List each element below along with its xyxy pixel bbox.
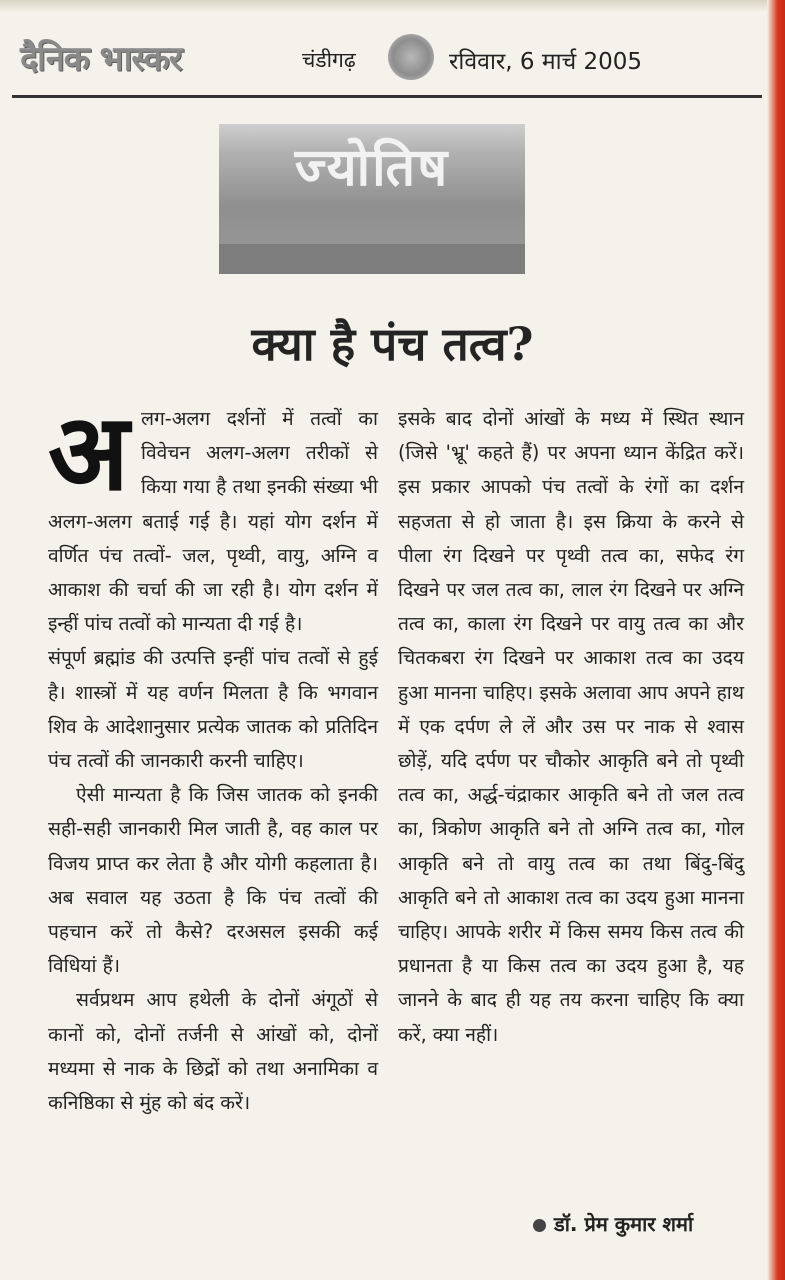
article-column-left	[48, 389, 378, 1120]
drop-cap: अ	[48, 389, 129, 514]
section-logo-text: ज्योतिष	[294, 138, 450, 198]
article-paragraph	[48, 389, 378, 641]
author-name: डॉ. प्रेम कुमार शर्मा	[554, 1212, 694, 1236]
byline	[533, 1210, 693, 1237]
edition-city: चंडीगढ़	[302, 48, 356, 72]
paper-edge-top	[0, 0, 785, 12]
article-paragraph: ऐसी मान्यता है कि जिस जातक को इनकी सही-सही जानकारी मिल जाती है, वह काल पर विजय प्राप्त कर लेता है और योगी कहलाता है। अब सवाल यह उठता है कि पंच तत्वों की पहचान करें तो कैसे? दरअसल इसकी कई विधियां हैं।	[48, 783, 378, 978]
paragraph-text: लग-अलग दर्शनों में तत्वों का विवेचन अलग-अलग तरीकों से किया गया है तथा इनकी संख्या भी अलग-अलग बताई गई है। यहां योग दर्शन में वर्णित पंच तत्वों- जल, पृथ्वी, वायु, अग्नि व आकाश की चर्चा की जा रही है। योग दर्शन में इन्हीं पांच तत्वों को मान्यता दी गई है।	[48, 407, 378, 636]
paper-edge-right	[767, 0, 785, 1280]
article-paragraph: संपूर्ण ब्रह्मांड की उत्पत्ति इन्हीं पांच तत्वों से हुई है। शास्त्रों में यह वर्णन मिलता है कि भगवान शिव के आदेशानुसार प्रत्येक जातक को प्रतिदिन पंच तत्वों की जानकारी करनी चाहिए।	[48, 646, 378, 773]
section-logo-band	[219, 244, 525, 274]
article-title: क्या है पंच तत्व?	[251, 317, 534, 371]
edition-date: रविवार, 6 मार्च 2005	[449, 49, 643, 75]
bullet-icon	[533, 1219, 546, 1232]
header-rule	[12, 95, 762, 98]
masthead: दैनिक भास्कर	[20, 39, 182, 79]
edition-emblem-icon	[388, 34, 434, 80]
article-column-right	[398, 402, 744, 1052]
article-paragraph: इसके बाद दोनों आंखों के मध्य में स्थित स्थान (जिसे 'भ्रू' कहते हैं) पर अपना ध्यान केंद्रित करें। इस प्रकार आपको पंच तत्वों के रंगों का दर्शन सहजता से हो जाता है। इस क्रिया के करने से पीला रंग दिखने पर पृथ्वी तत्व का, सफेद रंग दिखने पर जल तत्व का, लाल रंग दिखने पर अग्नि तत्व का, काला रंग दिखने पर वायु तत्व का और चितकबरा रंग दिखने पर आकाश तत्व का उदय हुआ मानना चाहिए। इसके अलावा आप अपने हाथ में एक दर्पण ले लें और उस पर नाक से श्वास छोड़ें, यदि दर्पण पर चौकोर आकृति बने तो पृथ्वी तत्व का, अर्द्ध-चंद्राकार आकृति बने तो जल तत्व का, त्रिकोण आकृति बने तो अग्नि तत्व का, गोल आकृति बने तो वायु तत्व का तथा बिंदु-बिंदु आकृति बने तो आकाश तत्व का उदय हुआ मानना चाहिए। आपके शरीर में किस समय किस तत्व की प्रधानता है या किस तत्व का उदय हुआ है, यह जानने के बाद ही यह तय करना चाहिए कि क्या करें, क्या नहीं।	[398, 407, 744, 1046]
section-logo	[219, 124, 525, 274]
article-paragraph: सर्वप्रथम आप हथेली के दोनों अंगूठों से कानों को, दोनों तर्जनी से आंखों को, दोनों मध्यमा से नाक के छिद्रों को तथा अनामिका व कनिष्ठिका से मुंह को बंद करें।	[48, 988, 378, 1115]
